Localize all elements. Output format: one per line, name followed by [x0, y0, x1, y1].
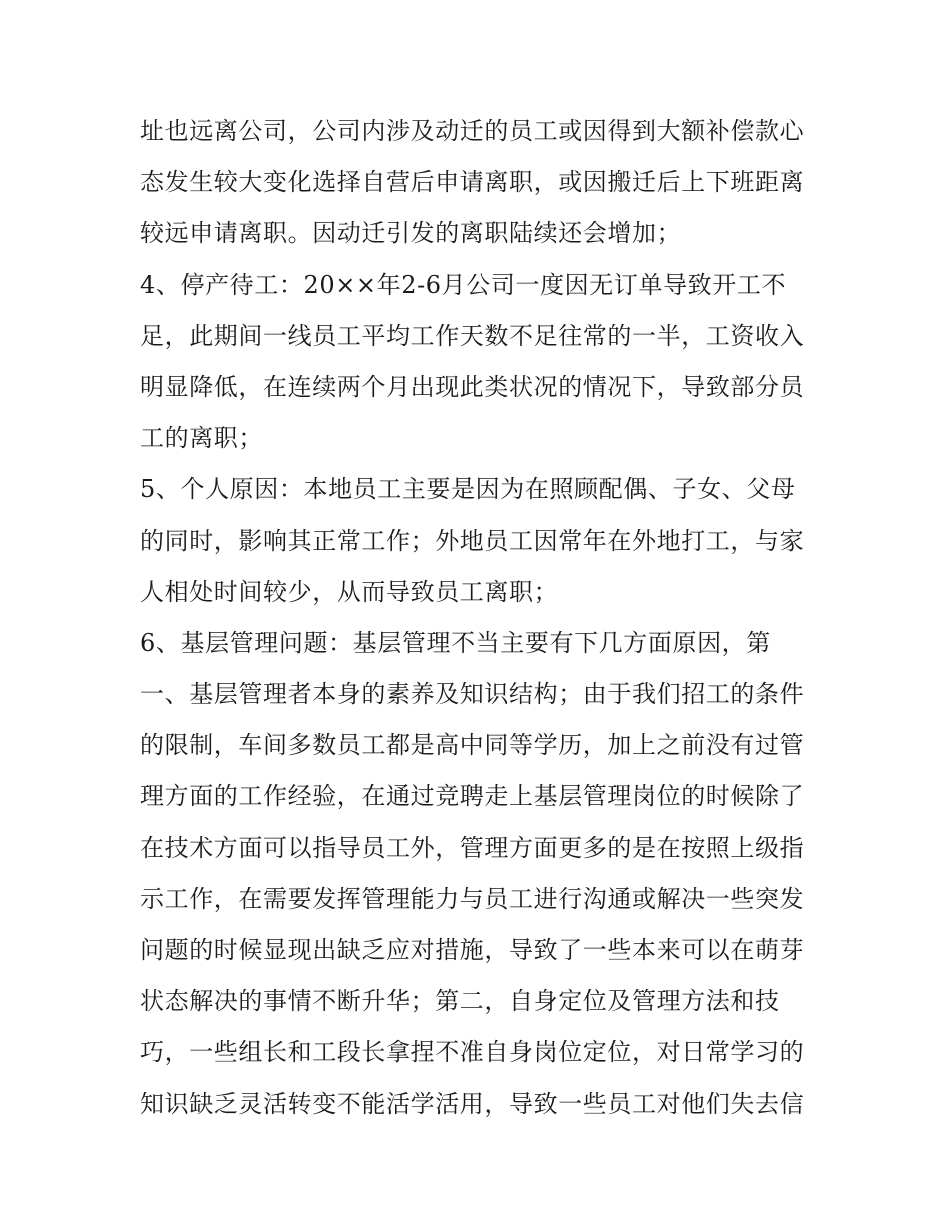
body-text: [140, 109, 820, 1133]
text-line: 状态解决的事情不断升华；第二，自身定位及管理方法和技: [140, 987, 780, 1016]
text-line: 态发生较大变化选择自营后申请离职，或因搬迁后上下班距离: [140, 168, 805, 197]
text-line: 的限制，车间多数员工都是高中同等学历，加上之前没有过管: [140, 731, 805, 760]
text-line: 巧，一些组长和工段长拿捏不准自身岗位定位，对日常学习的: [140, 1038, 805, 1067]
text-line: 理方面的工作经验，在通过竞聘走上基层管理岗位的时候除了: [140, 782, 805, 811]
text-line: 4、停产待工：20××年2-6月公司一度因无订单导致开工不: [140, 270, 787, 299]
text-line: 较远申请离职。因动迁引发的离职陆续还会增加；: [140, 219, 682, 248]
text-line: 知识缺乏灵活转变不能活学活用，导致一些员工对他们失去信: [140, 1089, 805, 1118]
text-line: 6、基层管理问题：基层管理不当主要有下几方面原因，第: [140, 628, 771, 657]
text-line: 一、基层管理者本身的素养及知识结构；由于我们招工的条件: [140, 680, 805, 709]
text-line: 址也远离公司，公司内涉及动迁的员工或因得到大额补偿款心: [140, 117, 805, 145]
text-line: 5、个人原因：本地员工主要是因为在照顾配偶、子女、父母: [140, 475, 796, 504]
text-line: 的同时，影响其正常工作；外地员工因常年在外地打工，与家: [140, 526, 805, 555]
text-line: 人相处时间较少，从而导致员工离职；: [140, 577, 559, 606]
text-line: 工的离职；: [140, 424, 263, 453]
text-line: 示工作，在需要发挥管理能力与员工进行沟通或解决一些突发: [140, 884, 805, 913]
text-line: 在技术方面可以指导员工外，管理方面更多的是在按照上级指: [140, 833, 805, 862]
text-line: 问题的时候显现出缺乏应对措施，导致了一些本来可以在萌芽: [140, 936, 805, 964]
text-line: 明显降低，在连续两个月出现此类状况的情况下，导致部分员: [140, 372, 805, 401]
text-line: 足，此期间一线员工平均工作天数不足往常的一半，工资收入: [140, 321, 805, 350]
